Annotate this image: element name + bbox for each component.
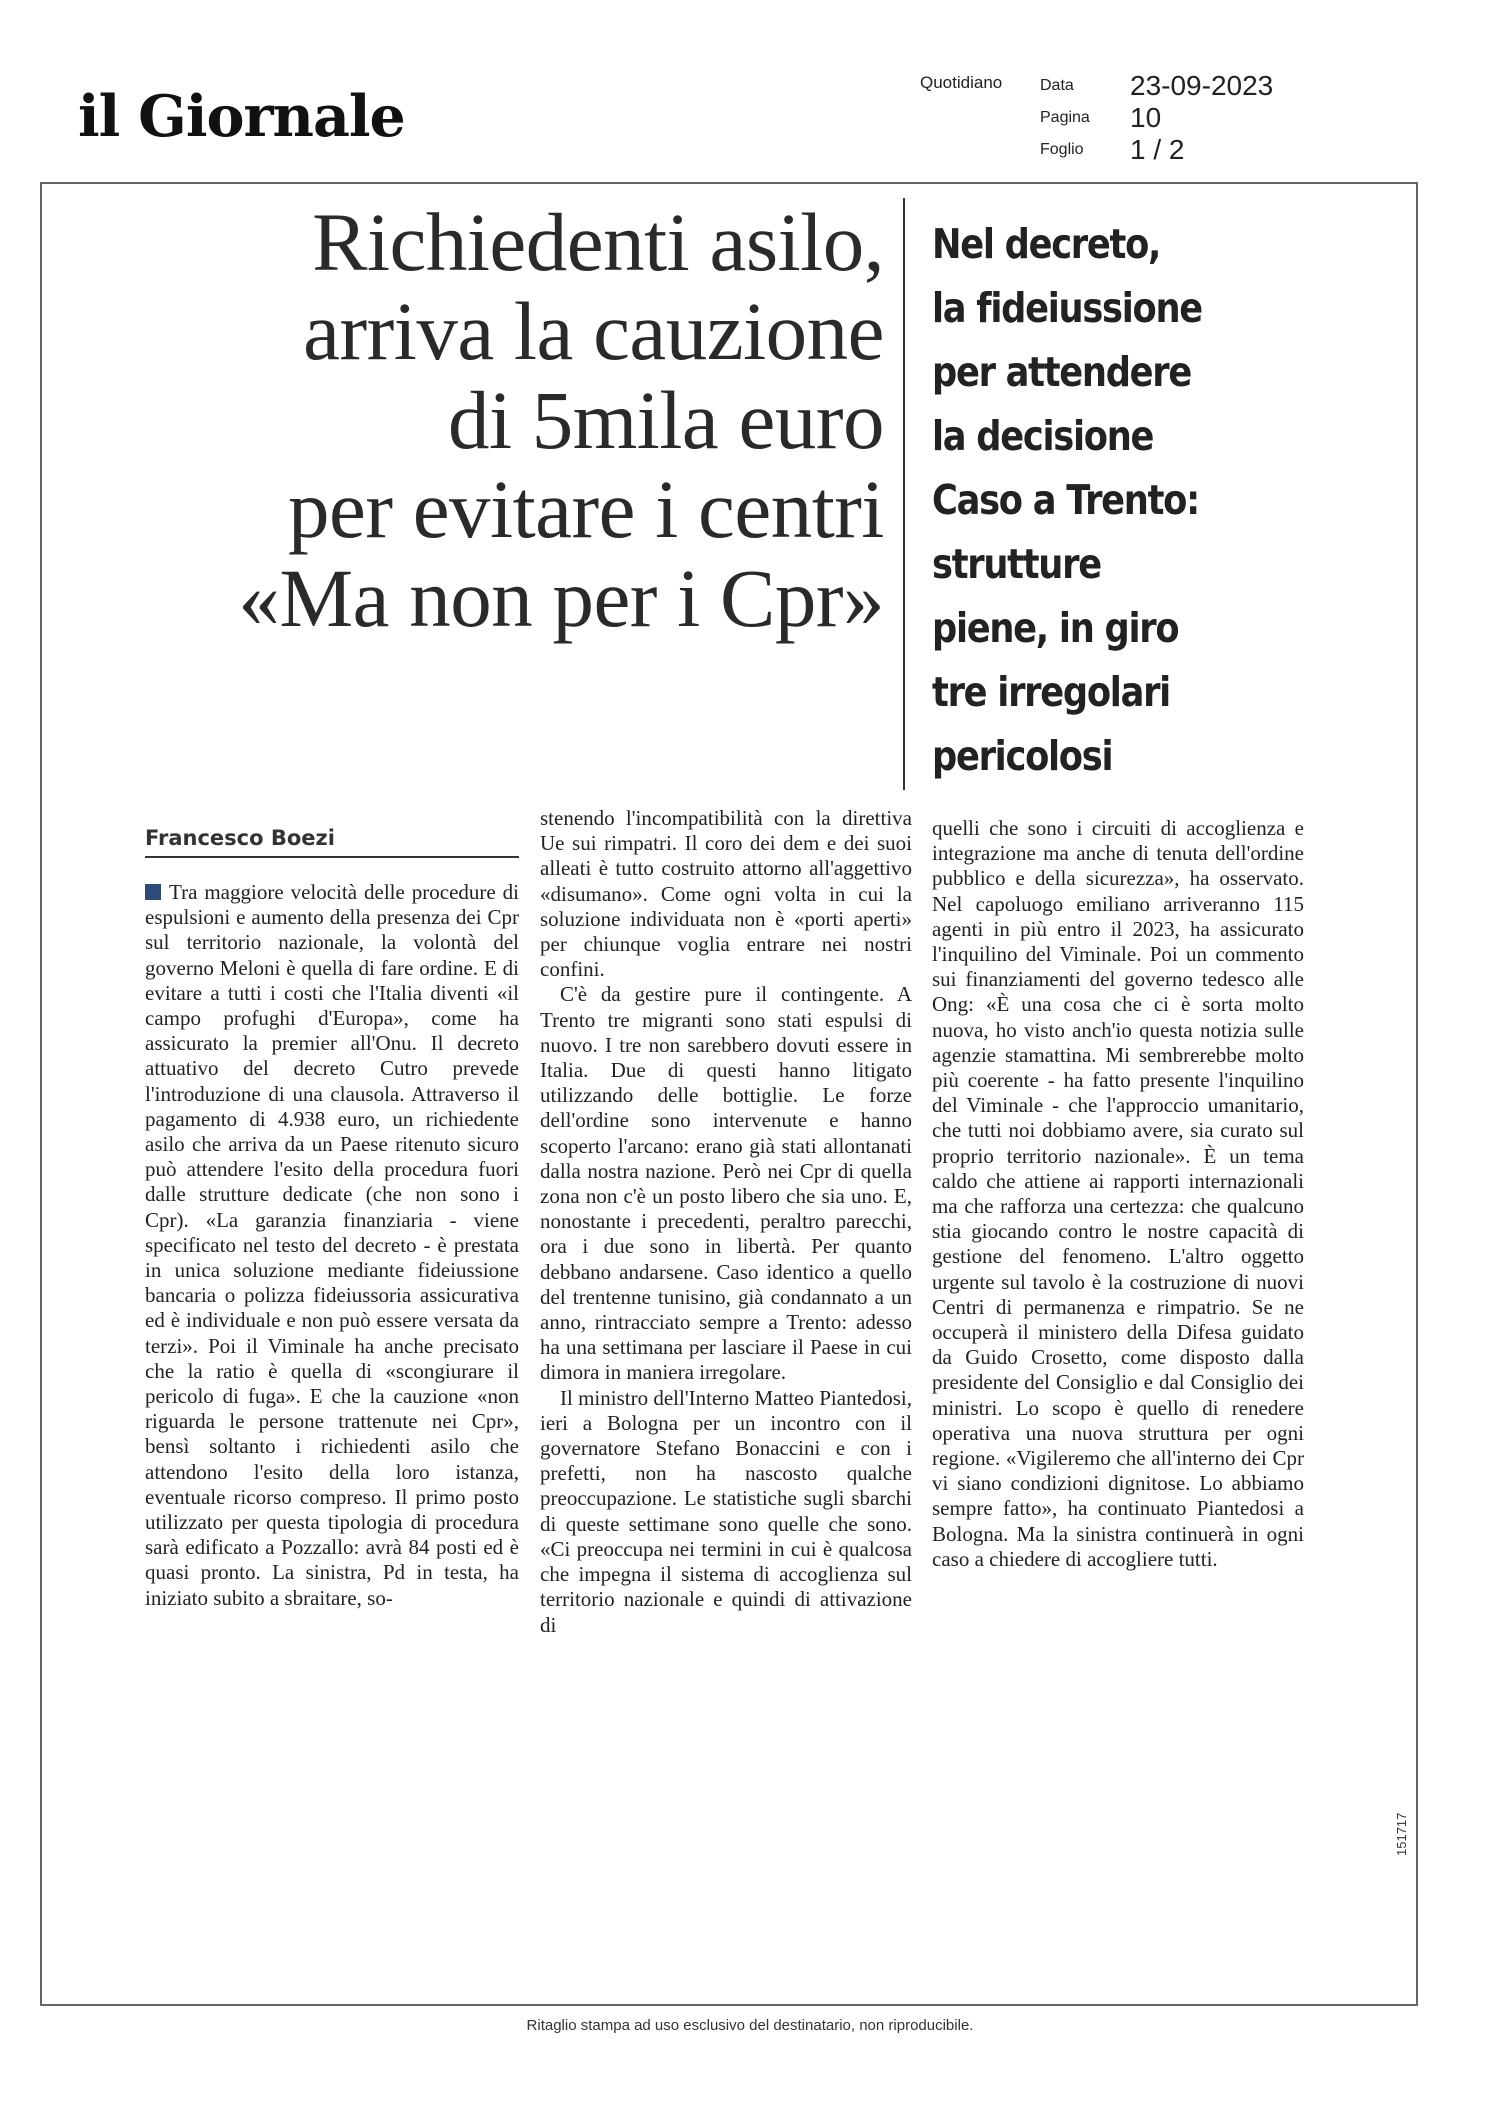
subhead-line: la decisione — [932, 412, 1154, 460]
date-value: 23-09-2023 — [1130, 70, 1274, 101]
headline-line: arriva la cauzione — [303, 285, 884, 377]
headline-line: Richiedenti asilo, — [312, 196, 884, 288]
source-type: Quotidiano — [920, 73, 1003, 92]
page-value: 10 — [1130, 102, 1162, 133]
clipping-code: 151717 — [1394, 1812, 1409, 1856]
byline: Francesco Boezi — [145, 826, 335, 850]
subhead-line: Caso a Trento: — [932, 476, 1199, 524]
subhead-line: pericolosi — [932, 732, 1113, 780]
article-column-2 — [540, 806, 912, 1638]
headline — [52, 198, 884, 643]
date-label: Data — [1040, 77, 1074, 94]
paragraph-text: Tra maggiore velocità delle procedure di espulsioni e aumento della presenza dei Cpr sul territorio nazionale, la volontà del governo Meloni è quella di fare ordine. E di evitare a tutti i costi che l'Italia diventi «il campo profughi d'Europa», come ha assicurato la premier all'Onu. Il decreto attuativo del decreto Cutro prevede l'introduzione di una clausola. Attraverso il pagamento di 4.938 euro, un richiedente asilo che arriva da un Paese ritenuto sicuro può attendere l'esito della procedura fuori dalle strutture dedicate (che non sono i Cpr). «La garanzia finanziaria - viene specificato nel testo del decreto - è prestata in unica soluzione mediante fideiussione bancaria o polizza fideiussoria assicurativa ed è individuale e non può essere versata da terzi». Poi il Viminale ha anche precisato che la ratio è quella di «scongiurare il pericolo di fuga». E che la cauzione «non riguarda le persone trattenute nei Cpr», bensì soltanto i richiedenti asilo che attendono l'esito della loro istanza, eventuale ricorso compreso. Il primo posto utilizzato per questa tipologia di procedura sarà edificato a Pozzallo: avrà 84 posti ed è quasi pronto. La sinistra, Pd in testa, ha iniziato subito a sbraitare, so- — [145, 880, 519, 1610]
subhead-line: per attendere — [932, 348, 1192, 396]
article-paragraph: quelli che sono i circuiti di accoglienza e integrazione ma anche di tenuta dell'ordine pubblico e della sicurezza», ha osservato. Nel capoluogo emiliano arriveranno 115 agenti in più entro il 2023, ha assicurato l'inquilino del Viminale. Poi un commento sui finanziamenti del governo tedesco alle Ong: «È una cosa che ci è sorta molto nuova, ho visto anch'io questa notizia sulle agenzie stamattina. Mi sembrerebbe molto più coerente - ha fatto presente l'inquilino del Viminale - che l'approccio umanitario, che tutti noi dobbiamo avere, sia curato sul proprio territorio nazionale». È un tema caldo che attiene ai rapporti internazionali ma che rafforza una certezza: che qualcuno stia giocando contro le nostre capacità di gestione del fenomeno. L'altro oggetto urgente sul tavolo è la costruzione di nuovi Centri di permanenza e rimpatrio. Se ne occuperà il ministero della Difesa guidato da Guido Crosetto, come disposto dalla presidente del Consiglio e dal Consiglio dei ministri. Lo scopo è quello di renedere operativa una nuova struttura per ogni regione. «Vigileremo che all'interno dei Cpr vi siano condizioni dignitose. Lo abbiamo sempre fatto», ha continuato Piantedosi a Bologna. Ma la sinistra continuerà in ogni caso a chiedere di accogliere tutti. — [932, 816, 1304, 1571]
subhead-line: strutture — [932, 540, 1101, 588]
sheet-label: Foglio — [1040, 141, 1084, 158]
headline-line: per evitare i centri — [287, 463, 884, 555]
article-paragraph: stenendo l'incompatibilità con la direttiva Ue sui rimpatri. Il coro dei dem e dei suoi alleati è tutto costruito attorno all'aggettivo «disumano». Come ogni volta in cui la soluzione individuata non è «porti aperti» per chiunque voglia entrare nei nostri confini. — [540, 806, 912, 982]
byline-rule — [145, 856, 519, 858]
footer-notice: Ritaglio stampa ad uso esclusivo del destinatario, non riproducibile. — [526, 2017, 974, 2034]
headline-line: «Ma non per i Cpr» — [238, 552, 884, 644]
article-column-1 — [145, 880, 519, 1611]
lead-square-icon — [145, 884, 161, 900]
subhead-line: la fideiussione — [932, 284, 1202, 332]
page-label: Pagina — [1040, 109, 1090, 126]
headline-line: di 5mila euro — [447, 374, 884, 466]
subhead-line: Nel decreto, — [932, 220, 1161, 268]
sheet-value: 1 / 2 — [1130, 134, 1185, 165]
article-column-3 — [932, 816, 1304, 1572]
headline-divider — [903, 198, 905, 790]
subhead-line: tre irregolari — [932, 668, 1170, 716]
subheadline — [932, 212, 1216, 788]
article-paragraph — [145, 880, 519, 1611]
article-paragraph: Il ministro dell'Interno Matteo Piantedosi, ieri a Bologna per un incontro con il governatore Stefano Bonaccini e con i prefetti, non ha nascosto qualche preoccupazione. Le statistiche sugli sbarchi di queste settimane sono quelle che sono. «Ci preoccupa nei termini in cui è qualcosa che impegna il sistema di accoglienza sul territorio nazionale e quindi di attivazione di — [540, 1385, 912, 1637]
masthead-logo: il Giornale — [78, 83, 405, 150]
article-paragraph: C'è da gestire pure il contingente. A Trento tre migranti sono stati espulsi di nuovo. I tre non sarebbero dovuti essere in Italia. Due di questi hanno litigato utilizzando delle bottiglie. Le forze dell'ordine sono intervenute e hanno scoperto l'arcano: erano già stati allontanati dalla nostra nazione. Però nei Cpr di quella zona non c'è un posto libero che sia uno. E, nonostante i precedenti, peraltro parecchi, ora i due sono in libertà. Per quanto debbano andarsene. Caso identico a quello del trentenne tunisino, già condannato a un anno, rintracciato sempre a Trento: adesso ha una settimana per lasciare il Paese in cui dimora in maniera irregolare. — [540, 982, 912, 1385]
subhead-line: piene, in giro — [932, 604, 1179, 652]
